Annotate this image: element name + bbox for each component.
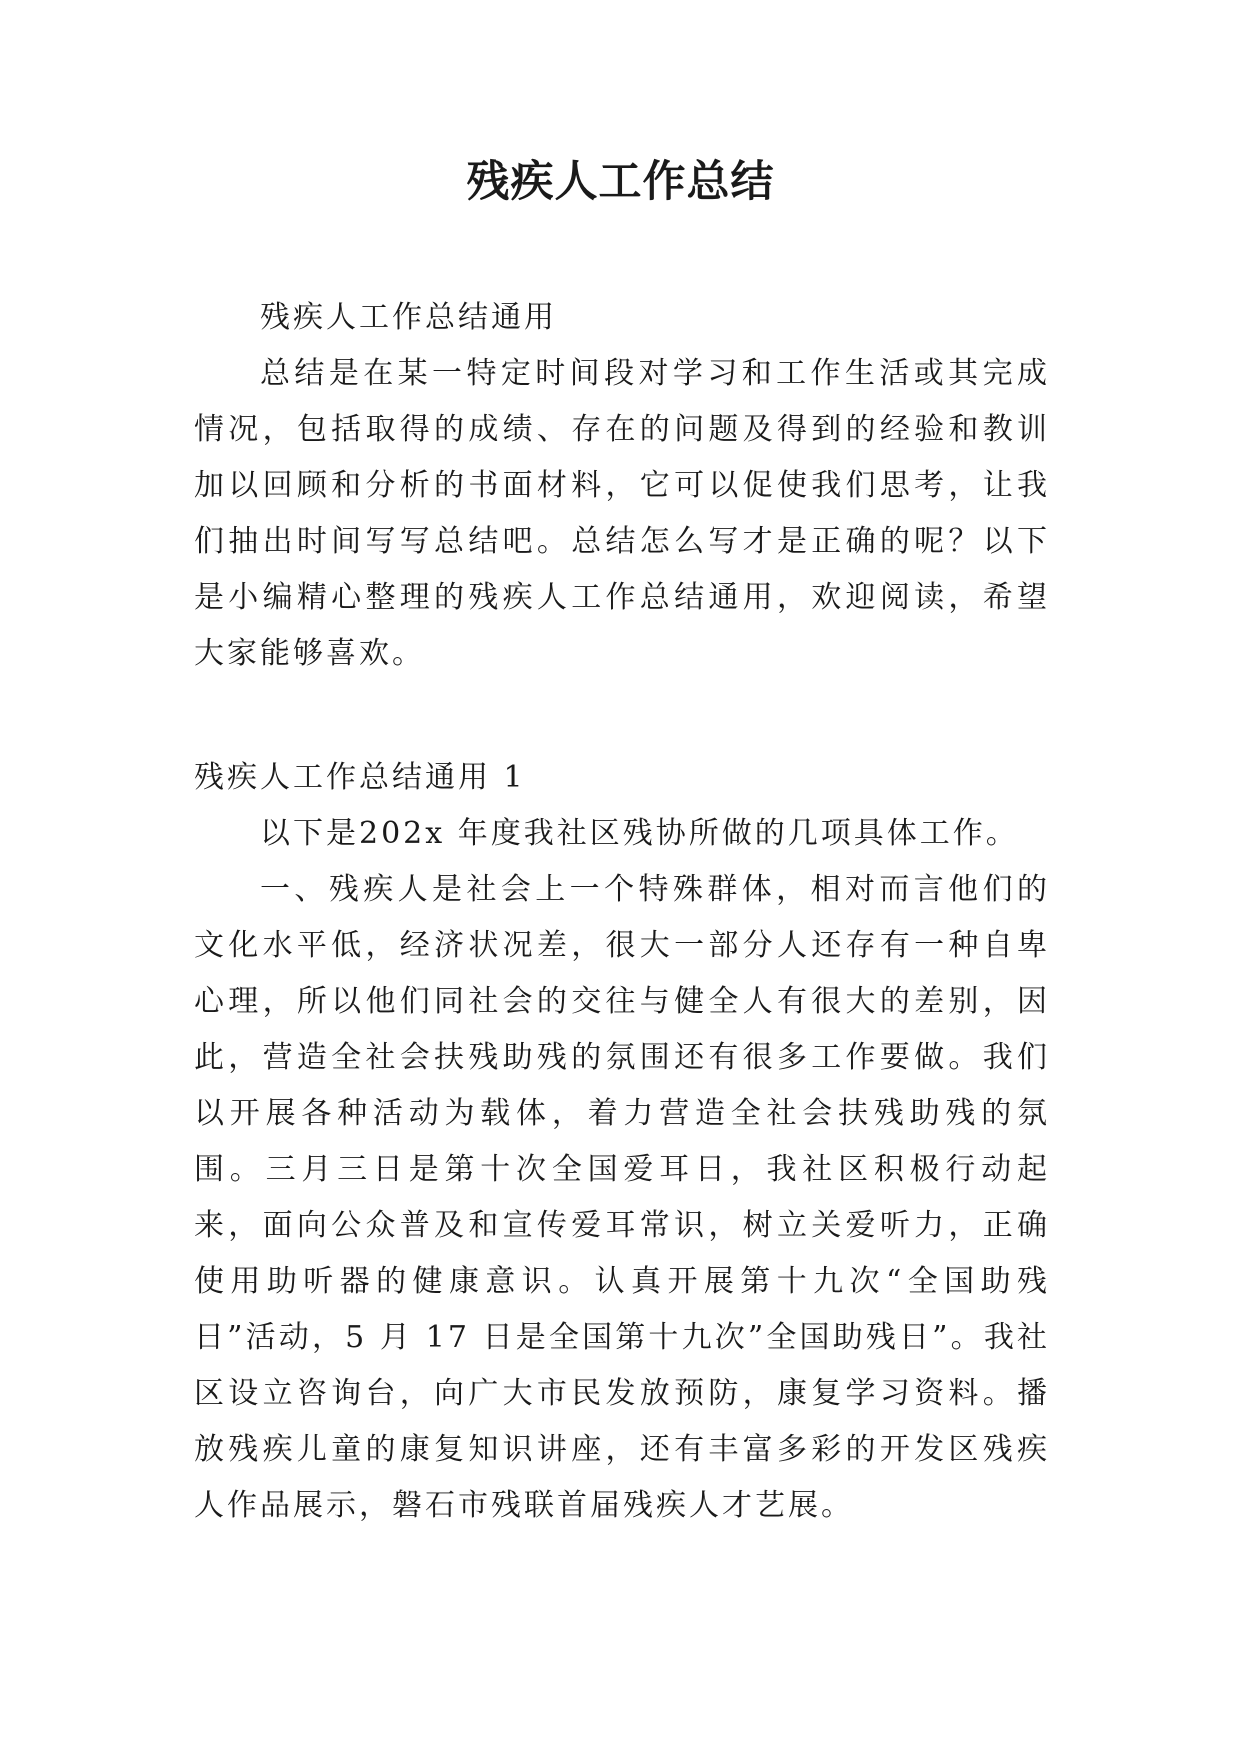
document-subtitle: 残疾人工作总结通用 xyxy=(260,300,557,335)
body-paragraph: 以下是202x 年度我社区残协所做的几项具体工作。 xyxy=(260,816,1019,851)
body-paragraph: 一、残疾人是社会上一个特殊群体，相对而言他们的文化水平低，经济状况差，很大一部分人还存有一种自卑心理，所以他们同社会的交往与健全人有很大的差别，因此，营造全社会扶残助残的氛围还有很多工作要做。我们以开展各种活动为载体，着力营造全社会扶残助残的氛围。三月三日是第十次全国爱耳日，我社区积极行动起来，面向公众普及和宣传爱耳常识，树立关爱听力，正确使用助听器的健康意识。认真开展第十九次“全国助残日”活动，5 月 17 日是全国第十九次”全国助残日”。我社区设立咨询台，向广大市民发放预防，康复学习资料。播放残疾儿童的康复知识讲座，还有丰富多彩的开发区残疾人作品展示，磐石市残联首届残疾人才艺展。 xyxy=(194,872,1050,1523)
section-heading: 残疾人工作总结通用 1 xyxy=(194,760,526,795)
document-title: 残疾人工作总结 xyxy=(466,157,775,207)
intro-paragraph: 总结是在某一特定时间段对学习和工作生活或其完成情况，包括取得的成绩、存在的问题及得到的经验和教训加以回顾和分析的书面材料，它可以促使我们思考，让我们抽出时间写写总结吧。总结怎么写才是正确的呢？以下是小编精心整理的残疾人工作总结通用，欢迎阅读，希望大家能够喜欢。 xyxy=(194,356,1050,671)
